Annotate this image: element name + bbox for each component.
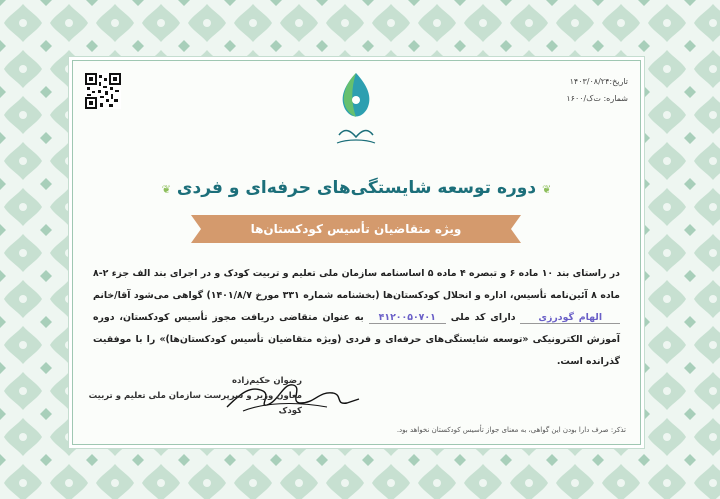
recipient-name: الهام گودرزی bbox=[520, 312, 620, 324]
signer-name: رضوان حکیم‌زاده bbox=[232, 376, 302, 386]
leaf-ornament-icon: ❦ bbox=[542, 183, 552, 196]
signer-block bbox=[73, 374, 302, 419]
signer-title: معاون وزیر و سرپرست سازمان ملی تعلیم و تربیت کودک bbox=[88, 391, 302, 416]
title-text: دوره توسعه شایستگی‌های حرفه‌ای و فردی bbox=[176, 178, 537, 198]
number-label: شماره: ت‌ک/ bbox=[583, 94, 628, 103]
certificate-card bbox=[72, 60, 641, 445]
organization-logo-icon bbox=[333, 69, 379, 153]
date-line bbox=[566, 73, 628, 90]
date-value: ۱۴۰۳/۰۸/۲۴ bbox=[569, 77, 610, 86]
national-code: ۴۱۲۰۰۵۰۷۰۱ bbox=[369, 312, 446, 324]
subtitle-text: ویژه متقاضیان تأسیس کودکستان‌ها bbox=[250, 222, 462, 236]
certificate-meta bbox=[566, 73, 628, 107]
body-paragraph-2: دارای کد ملی bbox=[450, 312, 516, 323]
number-value: ۱۶۰۰ bbox=[566, 94, 584, 103]
certificate-body bbox=[93, 263, 620, 373]
qr-code-icon bbox=[85, 73, 121, 109]
date-label: تاریخ: bbox=[609, 77, 628, 86]
certificate-title bbox=[73, 178, 640, 198]
leaf-ornament-icon: ❦ bbox=[161, 183, 171, 196]
body-paragraph-3: به عنوان متقاضی دریافت مجوز تأسیس کودکستان، دوره آموزش الکترونیکی «توسعه شایستگی‌های حرفه‌ای و فردی (ویژه متقاضیان تأسیس کودکستان‌ها)» را با موفقیت گذرانده است. bbox=[93, 312, 620, 367]
number-line bbox=[566, 90, 628, 107]
body-paragraph-1: در راستای بند ۱۰ ماده ۶ و تبصره ۴ ماده ۵ اساسنامه سازمان ملی تعلیم و تربیت کودک و در اجرای بند الف جزء ۲-۸ ماده ۸ آئین‌نامه تأسیس، اداره و انحلال کودکستان‌ها (بخشنامه شماره ۳۳۱ مورخ ۱۴۰۱/۸/۷) گواهی می‌شود آقا/خانم bbox=[93, 268, 620, 301]
subtitle-ribbon bbox=[211, 215, 501, 243]
disclaimer-note: تذکر: صرف دارا بودن این گواهی، به معنای جواز تأسیس کودکستان نخواهد بود. bbox=[396, 426, 626, 434]
